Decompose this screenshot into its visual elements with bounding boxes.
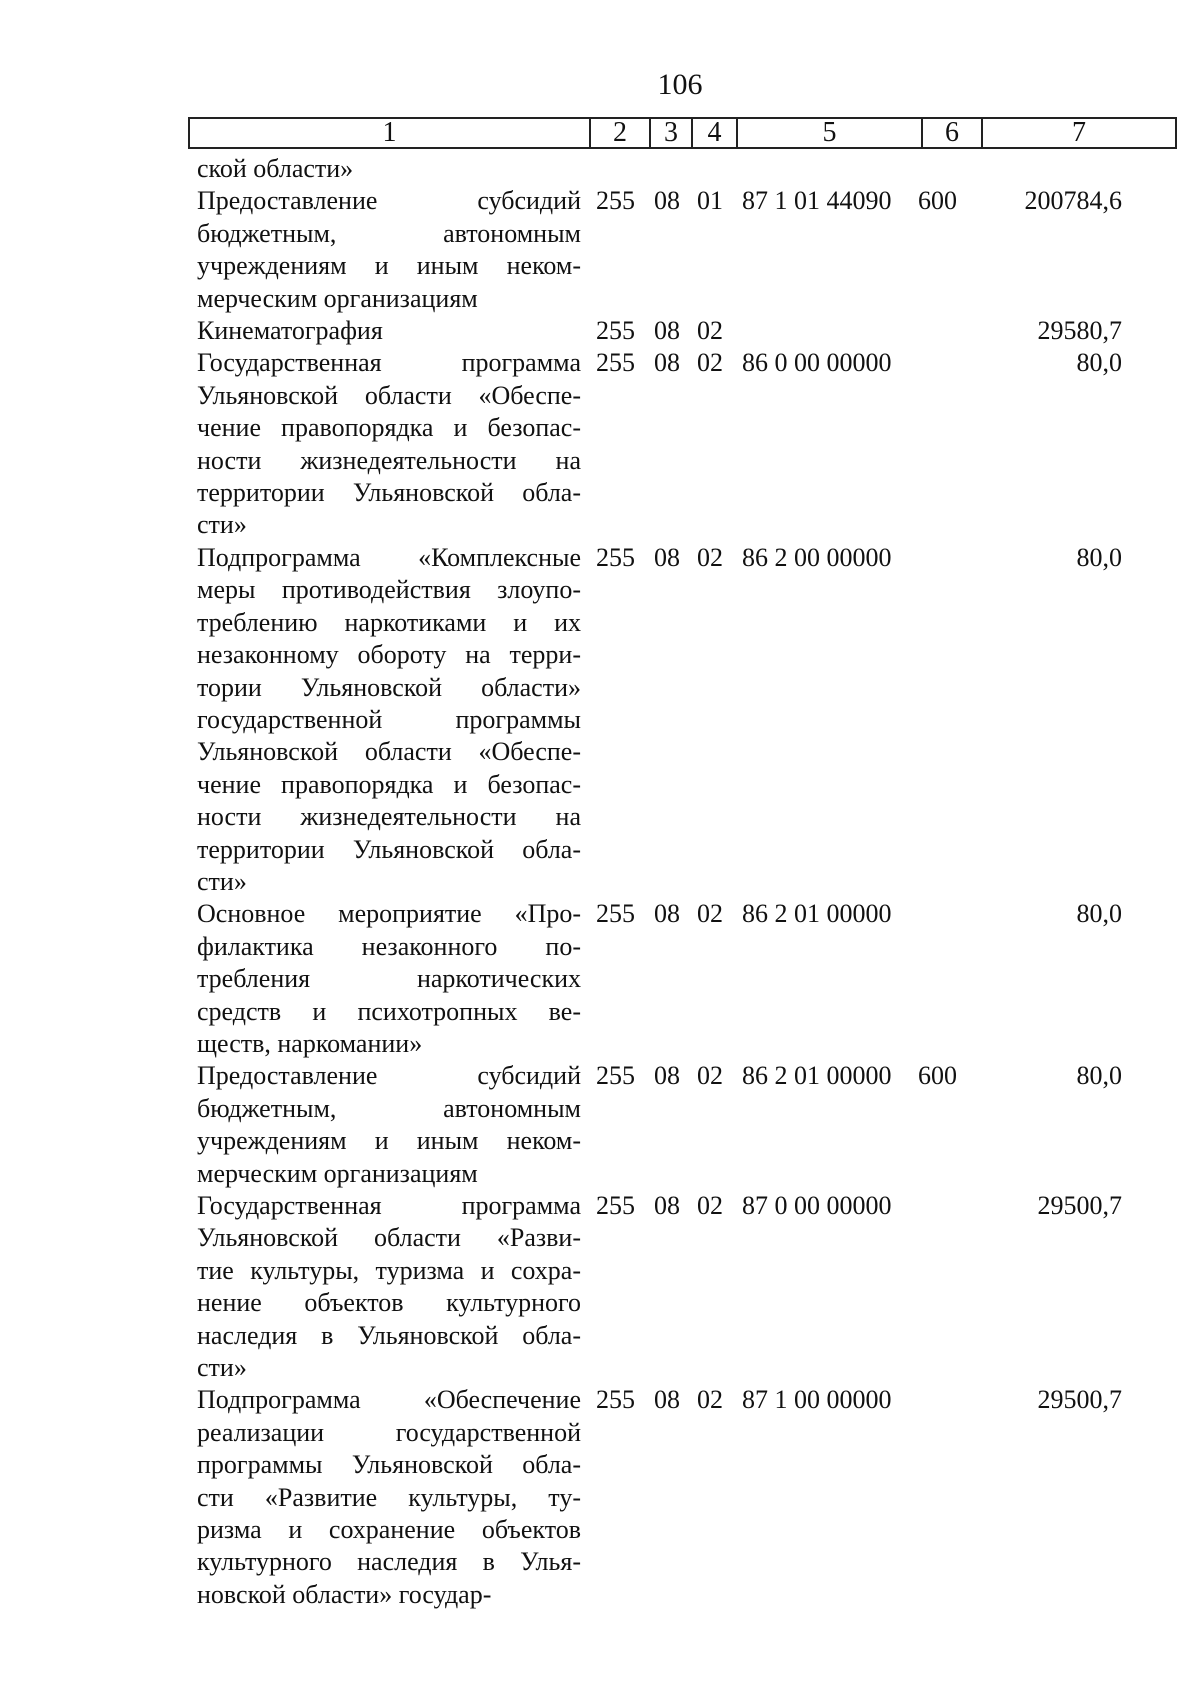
header-col-2: 2 [591, 119, 651, 147]
table-row [0, 1190, 1200, 1384]
row-name-line: Основное мероприятие «Про- [197, 899, 581, 929]
row-name-line: новской области» государ- [197, 1579, 492, 1609]
row-name-line: требления наркотических [197, 964, 581, 994]
cell-c4: 02 [697, 348, 723, 378]
table-row [0, 185, 1200, 315]
cell-c7: 80,0 [1076, 1061, 1122, 1091]
row-name-line: незаконному обороту на терри- [197, 640, 581, 670]
header-col-5: 5 [738, 119, 923, 147]
header-col-7: 7 [1072, 117, 1086, 148]
row-name-line: наследия в Ульяновской обла- [197, 1320, 581, 1350]
header-col-1: 1 [190, 119, 591, 147]
cell-c3: 08 [654, 348, 680, 378]
row-name [197, 153, 581, 185]
row-name-line: бюджетным, автономным [197, 1093, 581, 1123]
row-name [197, 1060, 581, 1190]
row-name [197, 347, 581, 541]
row-name-line: мерческим организациям [197, 283, 478, 313]
cell-c5: 86 2 00 00000 [742, 542, 892, 572]
row-name-line: реализации государственной [197, 1417, 581, 1447]
row-name-line: сти» [197, 1353, 247, 1383]
row-name-line: сти «Развитие культуры, ту- [197, 1482, 581, 1512]
row-name-line: ности жизнедеятельности на [197, 445, 581, 475]
row-name [197, 315, 581, 347]
row-name-line: Подпрограмма «Обеспечение [197, 1385, 581, 1415]
row-name-line: учреждениям и иным неком- [197, 251, 581, 281]
row-name-line: филактика незаконного по- [197, 931, 581, 961]
row-name [197, 185, 581, 315]
cell-c4: 01 [697, 186, 723, 216]
header-col-4: 4 [693, 119, 738, 147]
row-name-line: Кинематография [197, 316, 383, 346]
row-name-line: тории Ульяновской области» [197, 672, 581, 702]
cell-c3: 08 [654, 1385, 680, 1415]
cell-c4: 02 [697, 1385, 723, 1415]
row-name-line: меры противодействия злоупо- [197, 575, 581, 605]
row-name-line: ской области» [197, 154, 354, 183]
header-col-6: 6 [923, 119, 983, 147]
row-name-line: территории Ульяновской обла- [197, 478, 581, 508]
row-name-line: чение правопорядка и безопас- [197, 769, 581, 799]
row-name-line: чение правопорядка и безопас- [197, 413, 581, 443]
cell-c2: 255 [596, 899, 635, 929]
cell-c2: 255 [596, 348, 635, 378]
row-name-line: треблению наркотиками и их [197, 607, 581, 637]
cell-c2: 255 [596, 316, 635, 346]
table-body [0, 153, 1200, 1611]
cell-c3: 08 [654, 316, 680, 346]
table-row [0, 1060, 1200, 1190]
header-col-3: 3 [651, 119, 693, 147]
table-row [0, 315, 1200, 347]
cell-c5: 87 1 00 00000 [742, 1385, 892, 1415]
row-name-line: Подпрограмма «Комплексные [197, 542, 581, 572]
cell-c5: 86 2 01 00000 [742, 899, 892, 929]
cell-c3: 08 [654, 1191, 680, 1220]
table-row [0, 898, 1200, 1060]
cell-c4: 02 [697, 1191, 723, 1220]
row-name-line: Предоставление субсидий [197, 186, 581, 216]
row-name-line: Государственная программа [197, 348, 581, 378]
row-name-line: территории Ульяновской обла- [197, 834, 581, 864]
cell-c3: 08 [654, 186, 680, 216]
row-name [197, 1190, 581, 1384]
row-name-line: Ульяновской области «Обеспе- [197, 380, 581, 410]
cell-c3: 08 [654, 899, 680, 929]
cell-c2: 255 [596, 186, 635, 216]
cell-c5: 87 0 00 00000 [742, 1191, 892, 1220]
cell-c6: 600 [918, 186, 957, 216]
cell-c7: 80,0 [1076, 542, 1122, 572]
cell-c4: 02 [697, 1061, 723, 1091]
cell-c3: 08 [654, 1061, 680, 1091]
row-name-line: сти» [197, 866, 247, 896]
cell-c4: 02 [697, 316, 723, 346]
row-name-line: средств и психотропных ве- [197, 996, 581, 1026]
cell-c5: 87 1 01 44090 [742, 186, 892, 216]
cell-c4: 02 [697, 542, 723, 572]
row-name-line: программы Ульяновской обла- [197, 1450, 581, 1480]
row-name-line: Государственная программа [197, 1191, 581, 1220]
row-name-line: Ульяновской области «Разви- [197, 1223, 581, 1253]
row-name-line: сти» [197, 510, 247, 540]
row-name-line: тие культуры, туризма и сохра- [197, 1255, 581, 1285]
row-name [197, 1384, 581, 1611]
row-name-line: бюджетным, автономным [197, 218, 581, 248]
cell-c5: 86 2 01 00000 [742, 1061, 892, 1091]
cell-c3: 08 [654, 542, 680, 572]
cell-c2: 255 [596, 542, 635, 572]
row-name [197, 542, 581, 898]
cell-c2: 255 [596, 1385, 635, 1415]
cell-c5: 86 0 00 00000 [742, 348, 892, 378]
row-name-line: Предоставление субсидий [197, 1061, 581, 1091]
row-name-line: ризма и сохранение объектов [197, 1515, 581, 1545]
row-name-line: ности жизнедеятельности на [197, 802, 581, 832]
cell-c4: 02 [697, 899, 723, 929]
table-row [0, 1384, 1200, 1611]
row-name-line: культурного наследия в Улья- [197, 1547, 581, 1577]
row-name-line: государственной программы [197, 704, 581, 734]
cell-c7: 29500,7 [1037, 1385, 1122, 1415]
row-name-line: учреждениям и иным неком- [197, 1126, 581, 1156]
row-name-line: Ульяновской области «Обеспе- [197, 737, 581, 767]
cell-c7: 200784,6 [1024, 186, 1122, 216]
cell-c7: 29500,7 [1037, 1191, 1122, 1220]
row-name-line: мерческим организациям [197, 1158, 478, 1188]
row-name-line: нение объектов культурного [197, 1288, 581, 1318]
page-number: 106 [657, 68, 703, 101]
cell-c7: 80,0 [1076, 348, 1122, 378]
table-row [0, 153, 1200, 185]
table-header [188, 117, 1177, 149]
cell-c2: 255 [596, 1061, 635, 1091]
row-name-line: ществ, наркомании» [197, 1028, 423, 1058]
cell-c6: 600 [918, 1061, 957, 1091]
cell-c7: 80,0 [1076, 899, 1122, 929]
row-name [197, 898, 581, 1060]
cell-c7: 29580,7 [1037, 316, 1122, 346]
table-row [0, 542, 1200, 898]
cell-c2: 255 [596, 1191, 635, 1220]
table-row [0, 347, 1200, 541]
